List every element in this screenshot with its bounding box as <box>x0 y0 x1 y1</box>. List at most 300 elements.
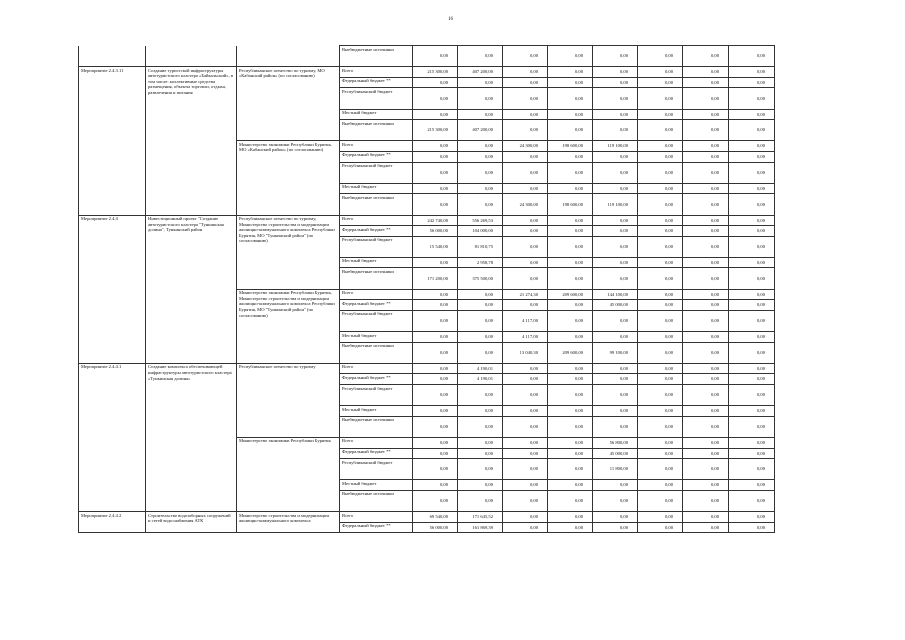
amount-cell: 2 958,78 <box>458 257 503 268</box>
amount-cell: 0,00 <box>638 363 683 374</box>
amount-cell: 0,00 <box>458 162 503 183</box>
amount-cell: 56 000,00 <box>413 226 458 237</box>
amount-cell: 0,00 <box>729 77 775 88</box>
measure-name: Строительство водозаборных сооружений и сетей водоснабжения АТК <box>146 512 237 533</box>
amount-cell: 0,00 <box>593 363 638 374</box>
amount-cell: 0,00 <box>729 109 775 120</box>
amount-cell: 0,00 <box>638 459 683 480</box>
amount-cell: 0,00 <box>638 522 683 533</box>
funding-source: Местный бюджет <box>340 480 413 491</box>
amount-cell: 0,00 <box>413 88 458 109</box>
amount-cell: 0,00 <box>729 342 775 363</box>
amount-cell: 0,00 <box>548 226 593 237</box>
amount-cell: 0,00 <box>548 46 593 67</box>
amount-cell: 0,00 <box>683 151 729 162</box>
funding-source: Республиканский бюджет <box>340 459 413 480</box>
amount-cell: 0,00 <box>503 46 548 67</box>
amount-cell: 0,00 <box>683 120 729 141</box>
amount-cell: 0,00 <box>503 215 548 226</box>
amount-cell: 0,00 <box>683 46 729 67</box>
amount-cell: 0,00 <box>638 215 683 226</box>
amount-cell: 0,00 <box>683 416 729 437</box>
amount-cell: 0,00 <box>638 109 683 120</box>
amount-cell: 556 269,53 <box>458 215 503 226</box>
amount-cell: 0,00 <box>413 162 458 183</box>
amount-cell: 0,00 <box>548 385 593 406</box>
funding-source: Республиканский бюджет <box>340 88 413 109</box>
amount-cell: 0,00 <box>593 236 638 257</box>
amount-cell: 0,00 <box>548 437 593 448</box>
amount-cell: 0,00 <box>638 385 683 406</box>
measure-code: Мероприятие 2.4.4 <box>79 215 146 363</box>
amount-cell: 407 200,00 <box>458 67 503 78</box>
amount-cell: 0,00 <box>413 289 458 300</box>
budget-table <box>78 45 775 533</box>
amount-cell: 0,00 <box>503 406 548 417</box>
amount-cell: 0,00 <box>458 141 503 152</box>
funding-source: Внебюджетные источники <box>340 120 413 141</box>
amount-cell: 0,00 <box>638 226 683 237</box>
amount-cell: 0,00 <box>729 162 775 183</box>
responsible-org: Республиканское агентство по туризму, МО «Кабанский район» (по согласованию) <box>237 67 340 141</box>
amount-cell: 21 274,30 <box>503 289 548 300</box>
measure-code: Мероприятие 2.4.4.2 <box>79 512 146 533</box>
amount-cell: 0,00 <box>683 109 729 120</box>
amount-cell: 0,00 <box>729 236 775 257</box>
amount-cell: 81 810,75 <box>458 236 503 257</box>
amount-cell: 0,00 <box>413 342 458 363</box>
amount-cell: 0,00 <box>638 310 683 331</box>
amount-cell: 0,00 <box>638 300 683 311</box>
amount-cell: 0,00 <box>638 374 683 385</box>
amount-cell: 0,00 <box>593 385 638 406</box>
funding-source: Всего <box>340 512 413 523</box>
amount-cell: 0,00 <box>503 88 548 109</box>
amount-cell: 0,00 <box>593 490 638 511</box>
amount-cell: 0,00 <box>729 88 775 109</box>
funding-source: Внебюджетные источники <box>340 268 413 289</box>
amount-cell: 0,00 <box>638 480 683 491</box>
funding-source: Всего <box>340 437 413 448</box>
amount-cell: 0,00 <box>458 459 503 480</box>
amount-cell: 171 645,52 <box>458 512 503 523</box>
amount-cell: 0,00 <box>413 459 458 480</box>
amount-cell: 0,00 <box>593 332 638 343</box>
amount-cell: 0,00 <box>683 490 729 511</box>
amount-cell: 0,00 <box>683 215 729 226</box>
amount-cell: 0,00 <box>458 332 503 343</box>
amount-cell: 0,00 <box>413 490 458 511</box>
funding-source: Местный бюджет <box>340 406 413 417</box>
amount-cell: 209 600,00 <box>548 289 593 300</box>
funding-source: Местный бюджет <box>340 257 413 268</box>
amount-cell: 0,00 <box>413 437 458 448</box>
amount-cell: 0,00 <box>548 490 593 511</box>
amount-cell: 0,00 <box>413 416 458 437</box>
amount-cell: 0,00 <box>458 385 503 406</box>
funding-source: Местный бюджет <box>340 109 413 120</box>
table-row <box>79 46 775 67</box>
amount-cell: 0,00 <box>503 490 548 511</box>
funding-source: Внебюджетные источники <box>340 342 413 363</box>
amount-cell: 56 800,00 <box>593 437 638 448</box>
amount-cell: 0,00 <box>503 459 548 480</box>
amount-cell: 0,00 <box>683 77 729 88</box>
amount-cell: 0,00 <box>593 77 638 88</box>
amount-cell: 0,00 <box>593 416 638 437</box>
amount-cell: 407 200,00 <box>458 120 503 141</box>
amount-cell: 0,00 <box>458 437 503 448</box>
amount-cell: 0,00 <box>413 406 458 417</box>
amount-cell: 0,00 <box>638 512 683 523</box>
amount-cell: 375 500,00 <box>458 268 503 289</box>
amount-cell: 0,00 <box>638 289 683 300</box>
amount-cell: 0,00 <box>593 215 638 226</box>
amount-cell: 0,00 <box>683 268 729 289</box>
amount-cell: 0,00 <box>593 162 638 183</box>
page-number: 16 <box>448 17 453 22</box>
funding-source: Федеральный бюджет ** <box>340 374 413 385</box>
amount-cell: 0,00 <box>548 162 593 183</box>
table-row <box>79 215 775 226</box>
funding-source: Внебюджетные источники <box>340 46 413 67</box>
amount-cell: 0,00 <box>593 406 638 417</box>
amount-cell: 0,00 <box>503 363 548 374</box>
amount-cell: 0,00 <box>503 120 548 141</box>
amount-cell: 0,00 <box>683 406 729 417</box>
amount-cell: 45 000,00 <box>593 300 638 311</box>
amount-cell: 0,00 <box>458 194 503 215</box>
funding-source: Республиканский бюджет <box>340 385 413 406</box>
amount-cell: 0,00 <box>729 215 775 226</box>
amount-cell: 0,00 <box>593 109 638 120</box>
amount-cell: 0,00 <box>458 183 503 194</box>
amount-cell: 0,00 <box>548 268 593 289</box>
amount-cell: 0,00 <box>683 385 729 406</box>
amount-cell: 0,00 <box>458 416 503 437</box>
amount-cell: 0,00 <box>683 480 729 491</box>
amount-cell: 0,00 <box>729 300 775 311</box>
amount-cell: 0,00 <box>729 385 775 406</box>
responsible-org: Министерство экономики Республики Бурятия, МО «Кабанский район» (по согласованию) <box>237 141 340 215</box>
funding-source: Федеральный бюджет ** <box>340 151 413 162</box>
amount-cell: 0,00 <box>548 109 593 120</box>
amount-cell: 0,00 <box>548 236 593 257</box>
amount-cell: 0,00 <box>593 480 638 491</box>
amount-cell: 0,00 <box>503 300 548 311</box>
amount-cell: 0,00 <box>729 374 775 385</box>
amount-cell: 0,00 <box>683 300 729 311</box>
amount-cell: 0,00 <box>638 257 683 268</box>
amount-cell: 0,00 <box>548 363 593 374</box>
amount-cell: 0,00 <box>729 406 775 417</box>
amount-cell: 4 190,01 <box>458 363 503 374</box>
amount-cell: 0,00 <box>548 151 593 162</box>
amount-cell: 0,00 <box>638 141 683 152</box>
amount-cell: 0,00 <box>729 194 775 215</box>
amount-cell: 0,00 <box>729 289 775 300</box>
amount-cell: 0,00 <box>503 77 548 88</box>
amount-cell: 0,00 <box>729 141 775 152</box>
amount-cell: 0,00 <box>638 448 683 459</box>
amount-cell: 0,00 <box>503 183 548 194</box>
amount-cell: 0,00 <box>638 406 683 417</box>
amount-cell: 215 300,00 <box>413 67 458 78</box>
amount-cell: 0,00 <box>413 109 458 120</box>
amount-cell: 0,00 <box>548 332 593 343</box>
responsible-org <box>237 46 340 67</box>
amount-cell: 0,00 <box>638 88 683 109</box>
amount-cell: 4 190,01 <box>458 374 503 385</box>
measure-code <box>79 46 146 67</box>
amount-cell: 0,00 <box>413 332 458 343</box>
amount-cell: 0,00 <box>683 194 729 215</box>
amount-cell: 0,00 <box>548 67 593 78</box>
amount-cell: 0,00 <box>683 226 729 237</box>
amount-cell: 0,00 <box>683 437 729 448</box>
funding-source: Республиканский бюджет <box>340 310 413 331</box>
amount-cell: 0,00 <box>729 332 775 343</box>
amount-cell: 0,00 <box>593 226 638 237</box>
amount-cell: 0,00 <box>458 448 503 459</box>
responsible-org: Республиканское агентство по туризму <box>237 363 340 437</box>
amount-cell: 0,00 <box>458 289 503 300</box>
amount-cell: 0,00 <box>638 183 683 194</box>
amount-cell: 0,00 <box>729 363 775 374</box>
amount-cell: 0,00 <box>413 363 458 374</box>
amount-cell: 0,00 <box>729 437 775 448</box>
measure-name <box>146 46 237 67</box>
amount-cell: 0,00 <box>729 67 775 78</box>
amount-cell: 0,00 <box>593 183 638 194</box>
amount-cell: 0,00 <box>638 268 683 289</box>
amount-cell: 0,00 <box>548 512 593 523</box>
amount-cell: 0,00 <box>548 448 593 459</box>
amount-cell: 0,00 <box>638 77 683 88</box>
amount-cell: 0,00 <box>548 88 593 109</box>
amount-cell: 0,00 <box>458 109 503 120</box>
measure-name: Создание туристской инфраструктуры автотуристского кластера «Байкальский», в том числе: коллективные средства размещения, объекты торговли, отдыха, развлечения и питания <box>146 67 237 215</box>
amount-cell: 0,00 <box>413 46 458 67</box>
amount-cell: 0,00 <box>503 257 548 268</box>
funding-source: Всего <box>340 141 413 152</box>
amount-cell: 0,00 <box>729 183 775 194</box>
amount-cell: 0,00 <box>683 289 729 300</box>
amount-cell: 0,00 <box>458 342 503 363</box>
funding-source: Внебюджетные источники <box>340 490 413 511</box>
amount-cell: 0,00 <box>503 522 548 533</box>
amount-cell: 0,00 <box>503 448 548 459</box>
amount-cell: 0,00 <box>413 374 458 385</box>
funding-source: Всего <box>340 67 413 78</box>
amount-cell: 0,00 <box>458 490 503 511</box>
amount-cell: 0,00 <box>458 406 503 417</box>
amount-cell: 0,00 <box>413 300 458 311</box>
amount-cell: 0,00 <box>683 310 729 331</box>
amount-cell: 0,00 <box>503 236 548 257</box>
responsible-org: Министерство строительства и модернизации жилищно-коммунального комплекса <box>237 512 340 533</box>
amount-cell: 0,00 <box>683 257 729 268</box>
amount-cell: 0,00 <box>683 236 729 257</box>
amount-cell: 0,00 <box>638 416 683 437</box>
amount-cell: 0,00 <box>413 448 458 459</box>
amount-cell: 0,00 <box>729 480 775 491</box>
amount-cell: 0,00 <box>593 374 638 385</box>
amount-cell: 0,00 <box>638 342 683 363</box>
amount-cell: 0,00 <box>548 120 593 141</box>
funding-source: Всего <box>340 215 413 226</box>
amount-cell: 0,00 <box>503 437 548 448</box>
amount-cell: 0,00 <box>413 141 458 152</box>
amount-cell: 45 000,00 <box>593 448 638 459</box>
amount-cell: 0,00 <box>638 67 683 78</box>
amount-cell: 69 540,00 <box>413 512 458 523</box>
amount-cell: 0,00 <box>548 406 593 417</box>
amount-cell: 144 100,00 <box>593 289 638 300</box>
funding-source: Федеральный бюджет ** <box>340 448 413 459</box>
funding-source: Внебюджетные источники <box>340 194 413 215</box>
amount-cell: 0,00 <box>413 194 458 215</box>
amount-cell: 0,00 <box>548 459 593 480</box>
funding-source: Федеральный бюджет ** <box>340 77 413 88</box>
amount-cell: 0,00 <box>548 257 593 268</box>
funding-source: Всего <box>340 363 413 374</box>
amount-cell: 0,00 <box>729 522 775 533</box>
amount-cell: 13 040,30 <box>503 342 548 363</box>
funding-source: Республиканский бюджет <box>340 236 413 257</box>
amount-cell: 0,00 <box>503 226 548 237</box>
amount-cell: 0,00 <box>503 162 548 183</box>
amount-cell: 0,00 <box>458 77 503 88</box>
amount-cell: 0,00 <box>683 374 729 385</box>
amount-cell: 0,00 <box>503 480 548 491</box>
amount-cell: 0,00 <box>503 67 548 78</box>
amount-cell: 0,00 <box>413 77 458 88</box>
amount-cell: 119 100,00 <box>593 141 638 152</box>
amount-cell: 0,00 <box>458 310 503 331</box>
amount-cell: 0,00 <box>729 459 775 480</box>
amount-cell: 0,00 <box>593 257 638 268</box>
responsible-org: Министерство экономики Республики Бурятия, Министерство строительства и модернизации жилищно-коммунального комплекса Республики Бурятия, МО "Тункинский район" (по согласованию) <box>237 289 340 363</box>
amount-cell: 0,00 <box>729 448 775 459</box>
amount-cell: 0,00 <box>683 88 729 109</box>
amount-cell: 0,00 <box>638 437 683 448</box>
amount-cell: 215 300,00 <box>413 120 458 141</box>
measure-name: Создание комплекса обеспечивающей инфраструктуры автотуристского кластера «Тункинская долина» <box>146 363 237 511</box>
amount-cell: 0,00 <box>503 512 548 523</box>
funding-source: Всего <box>340 289 413 300</box>
amount-cell: 0,00 <box>458 46 503 67</box>
amount-cell: 0,00 <box>413 183 458 194</box>
amount-cell: 0,00 <box>683 141 729 152</box>
amount-cell: 24 300,00 <box>503 141 548 152</box>
funding-source: Местный бюджет <box>340 183 413 194</box>
amount-cell: 0,00 <box>638 490 683 511</box>
amount-cell: 119 100,00 <box>593 194 638 215</box>
amount-cell: 0,00 <box>503 151 548 162</box>
amount-cell: 0,00 <box>593 151 638 162</box>
amount-cell: 99 100,00 <box>593 342 638 363</box>
amount-cell: 0,00 <box>729 512 775 523</box>
responsible-org: Республиканское агентство по туризму, Министерство строительства и модернизации жилищно-коммунального комплекса Республики Бурятия, МО "Тункинский район" (по согласованию) <box>237 215 340 289</box>
amount-cell: 0,00 <box>683 183 729 194</box>
table-row <box>79 512 775 523</box>
amount-cell: 198 600,00 <box>548 194 593 215</box>
funding-source: Федеральный бюджет ** <box>340 300 413 311</box>
funding-source: Внебюджетные источники <box>340 416 413 437</box>
responsible-org: Министерство экономики Республики Бурятия <box>237 437 340 511</box>
amount-cell: 0,00 <box>458 480 503 491</box>
amount-cell: 0,00 <box>729 120 775 141</box>
amount-cell: 0,00 <box>593 512 638 523</box>
amount-cell: 0,00 <box>729 257 775 268</box>
amount-cell: 0,00 <box>548 480 593 491</box>
amount-cell: 0,00 <box>638 194 683 215</box>
measure-code: Мероприятие 2.4.4.1 <box>79 363 146 511</box>
amount-cell: 0,00 <box>683 363 729 374</box>
amount-cell: 0,00 <box>548 300 593 311</box>
amount-cell: 0,00 <box>503 268 548 289</box>
amount-cell: 0,00 <box>683 522 729 533</box>
amount-cell: 0,00 <box>548 183 593 194</box>
amount-cell: 0,00 <box>413 151 458 162</box>
amount-cell: 0,00 <box>638 120 683 141</box>
amount-cell: 0,00 <box>413 385 458 406</box>
table-row <box>79 363 775 374</box>
amount-cell: 0,00 <box>548 77 593 88</box>
amount-cell: 11 800,00 <box>593 459 638 480</box>
table-body <box>79 46 775 533</box>
amount-cell: 0,00 <box>638 236 683 257</box>
amount-cell: 0,00 <box>593 522 638 533</box>
amount-cell: 171 200,00 <box>413 268 458 289</box>
amount-cell: 4 117,00 <box>503 332 548 343</box>
funding-source: Федеральный бюджет ** <box>340 522 413 533</box>
amount-cell: 0,00 <box>638 162 683 183</box>
amount-cell: 0,00 <box>548 215 593 226</box>
amount-cell: 0,00 <box>548 416 593 437</box>
amount-cell: 0,00 <box>683 512 729 523</box>
amount-cell: 242 740,00 <box>413 215 458 226</box>
amount-cell: 209 600,00 <box>548 342 593 363</box>
amount-cell: 0,00 <box>638 332 683 343</box>
amount-cell: 0,00 <box>729 151 775 162</box>
table-row <box>79 67 775 78</box>
amount-cell: 0,00 <box>503 109 548 120</box>
amount-cell: 0,00 <box>593 310 638 331</box>
amount-cell: 0,00 <box>593 88 638 109</box>
measure-code: Мероприятие 2.4.3.11 <box>79 67 146 215</box>
amount-cell: 0,00 <box>458 151 503 162</box>
amount-cell: 0,00 <box>729 268 775 289</box>
amount-cell: 0,00 <box>413 480 458 491</box>
amount-cell: 0,00 <box>413 310 458 331</box>
amount-cell: 0,00 <box>683 67 729 78</box>
amount-cell: 0,00 <box>683 332 729 343</box>
amount-cell: 0,00 <box>729 416 775 437</box>
amount-cell: 0,00 <box>683 342 729 363</box>
amount-cell: 0,00 <box>683 448 729 459</box>
funding-source: Федеральный бюджет ** <box>340 226 413 237</box>
measure-name: Инвестиционный проект "Создание автотуристского кластера "Тункинская долина", Тункинский район <box>146 215 237 363</box>
funding-source: Местный бюджет <box>340 332 413 343</box>
amount-cell: 0,00 <box>638 46 683 67</box>
amount-cell: 0,00 <box>458 88 503 109</box>
amount-cell: 0,00 <box>548 310 593 331</box>
amount-cell: 15 540,00 <box>413 236 458 257</box>
funding-source: Республиканский бюджет <box>340 162 413 183</box>
amount-cell: 104 000,00 <box>458 226 503 237</box>
